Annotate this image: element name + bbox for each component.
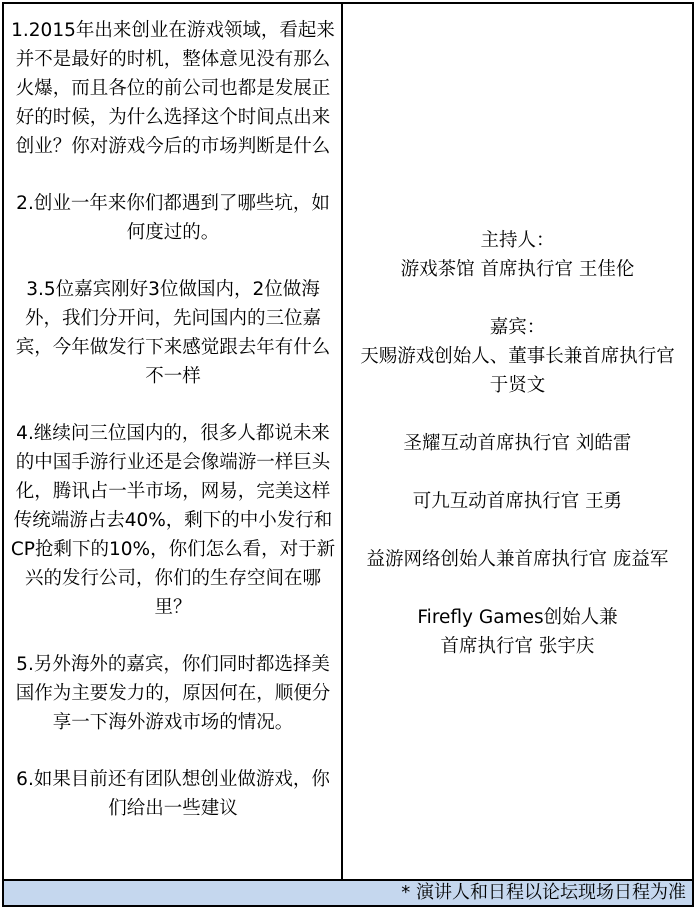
footer-note: * 演讲人和日程以论坛现场日程为准 <box>4 879 692 905</box>
question-3: 3.5位嘉宾刚好3位做国内，2位做海外，我们分开问，先问国内的三位嘉宾，今年做发行下来感觉跟去年有什么不一样 <box>15 279 331 387</box>
speakers-column <box>345 226 690 690</box>
guest-block-2 <box>345 429 690 458</box>
guest-1-title: 天赐游戏创始人、董事长兼首席执行官 <box>360 346 675 367</box>
guest-block-4 <box>345 545 690 574</box>
guest-1-name: 于贤文 <box>489 375 546 396</box>
question-5: 5.另外海外的嘉宾，你们同时都选择美国作为主要发力的，原因何在，顺便分享一下海外游戏市场的情况。 <box>15 654 331 733</box>
host-label: 主持人： <box>480 230 555 251</box>
column-divider <box>341 4 343 879</box>
guest-block-5 <box>345 603 690 661</box>
question-4: 4.继续问三位国内的，很多人都说未来的中国手游行业还是会像端游一样巨头化，腾讯占一半市场，网易，完美这样传统端游占去40%，剩下的中小发行和CP抢剩下的10%，你们怎么看，对于新兴的发行公司，你们的生存空间在哪里？ <box>10 423 336 618</box>
question-1: 1.2015年出来创业在游戏领域，看起来并不是最好的时机，整体意见没有那么火爆，而且各位的前公司也都是发展正好的时候，为什么选择这个时间点出来创业？你对游戏今后的市场判断是什么 <box>11 20 335 157</box>
host-name: 游戏茶馆 首席执行官 王佳伦 <box>400 259 635 280</box>
host-block <box>345 226 690 284</box>
guest-3: 可九互动首席执行官 王勇 <box>412 491 623 512</box>
guest-block-1 <box>345 313 690 400</box>
schedule-table <box>2 2 694 907</box>
questions-column <box>10 16 336 851</box>
guests-label: 嘉宾： <box>489 317 546 338</box>
guest-2: 圣耀互动首席执行官 刘皓雷 <box>403 433 632 454</box>
question-2: 2.创业一年来你们都遇到了哪些坑，如何度过的。 <box>16 193 330 243</box>
guest-4: 益游网络创始人兼首席执行官 庞益军 <box>366 549 669 570</box>
guest-block-3 <box>345 487 690 516</box>
question-6: 6.如果目前还有团队想创业做游戏，你们给出一些建议 <box>16 769 330 819</box>
guest-5-title: Firefly Games创始人兼 <box>417 607 618 628</box>
guest-5-name: 首席执行官 张宇庆 <box>440 636 595 657</box>
